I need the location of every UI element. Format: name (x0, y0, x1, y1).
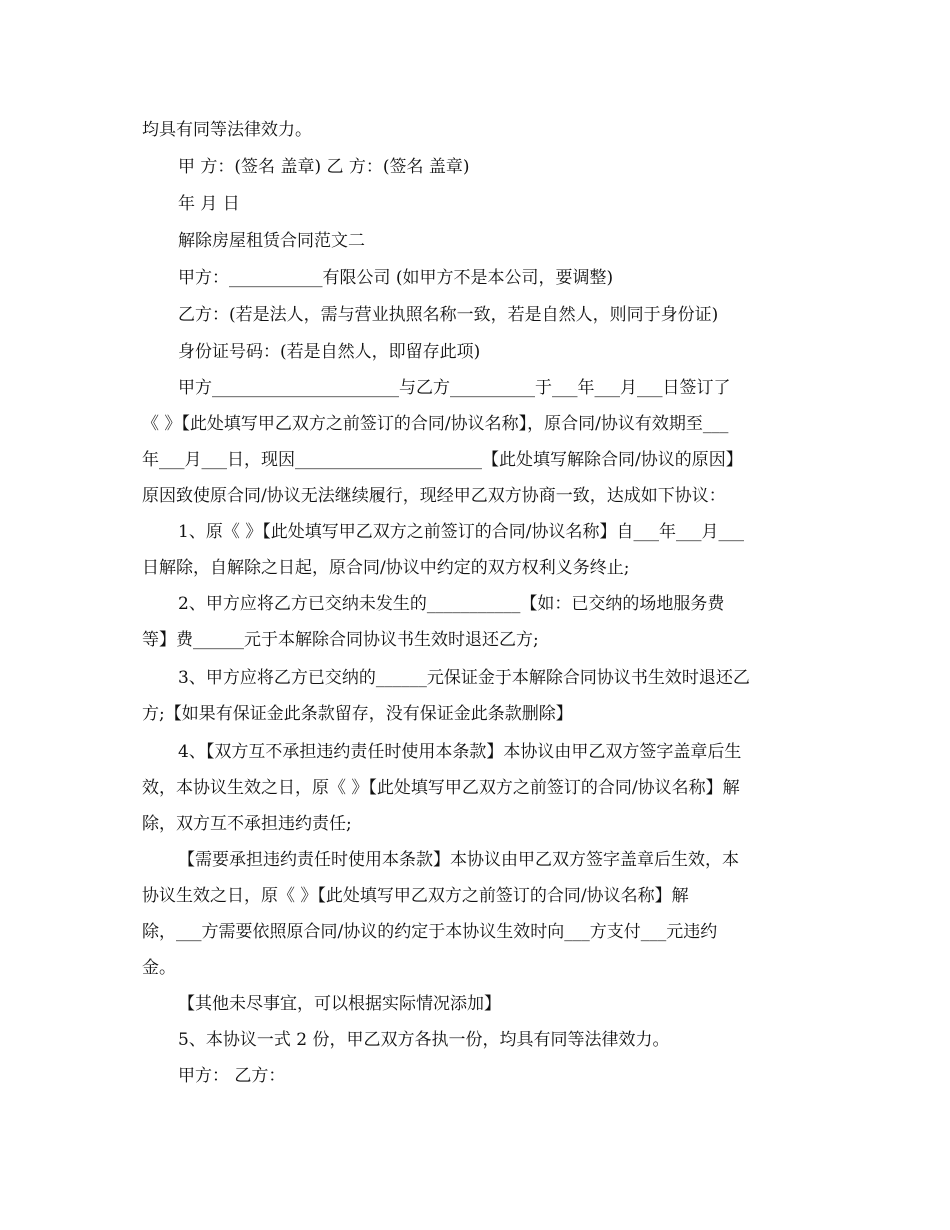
party-b-line: 乙方：(若是法人，需与营业执照名称一致，若是自然人，则同于身份证) (178, 305, 719, 325)
text-line: 【需要承担违约责任时使用本条款】本协议由甲乙双方签字盖章后生效，本 (178, 850, 739, 870)
clause-2: 2、甲方应将乙方已交纳未发生的___________【如：已交纳的场地服务费 (178, 594, 725, 614)
text-line: 【其他未尽事宜，可以根据实际情况添加】 (178, 994, 501, 1014)
date-line: 年 月 日 (178, 194, 240, 214)
section-title: 解除房屋租赁合同范文二 (178, 231, 365, 251)
clause-4: 4、【双方互不承担违约责任时使用本条款】本协议由甲乙双方签字盖章后生 (178, 742, 742, 762)
text-line: 原因致使原合同/协议无法继续履行，现经甲乙双方协商一致，达成如下协议： (142, 486, 726, 506)
text-line: 年___月___日，现因______________________【此处填写解除合同/协议的原因】 (142, 450, 743, 470)
text-line: 除，双方互不承担违约责任; (142, 814, 352, 834)
id-number-line: 身份证号码：(若是自然人，即留存此项) (178, 342, 481, 362)
text-line: 等】费______元于本解除合同协议书生效时退还乙方; (142, 630, 539, 650)
text-line: 效，本协议生效之日，原《 》【此处填写甲乙双方之前签订的合同/协议名称】解 (142, 778, 740, 798)
signature-line: 甲方： 乙方： (178, 1066, 286, 1086)
party-a-line: 甲方：___________有限公司 (如甲方不是本公司，要调整) (178, 268, 614, 288)
text-line: 甲方______________________与乙方__________于___年___月___日签订了 (178, 378, 731, 398)
text-line: 日解除，自解除之日起，原合同/协议中约定的双方权利义务终止; (142, 558, 630, 578)
clause-1: 1、原《 》【此处填写甲乙双方之前签订的合同/协议名称】自___年___月___ (178, 522, 744, 542)
text-line: 《 》【此处填写甲乙双方之前签订的合同/协议名称】，原合同/协议有效期至___ (142, 414, 729, 434)
text-line: 除，___方需要依照原合同/协议的约定于本协议生效时向___方支付___元违约 (142, 922, 718, 942)
text-line: 方;【如果有保证金此条款留存，没有保证金此条款删除】 (142, 704, 573, 724)
clause-3: 3、甲方应将乙方已交纳的______元保证金于本解除合同协议书生效时退还乙 (178, 668, 750, 688)
text-line: 金。 (142, 958, 176, 978)
text-line: 协议生效之日，原《 》【此处填写甲乙双方之前签订的合同/协议名称】解 (142, 886, 689, 906)
signature-line: 甲 方：(签名 盖章) 乙 方：(签名 盖章) (178, 157, 470, 177)
text-line: 均具有同等法律效力。 (142, 120, 312, 140)
clause-5: 5、本协议一式 2 份，甲乙双方各执一份，均具有同等法律效力。 (178, 1030, 670, 1050)
